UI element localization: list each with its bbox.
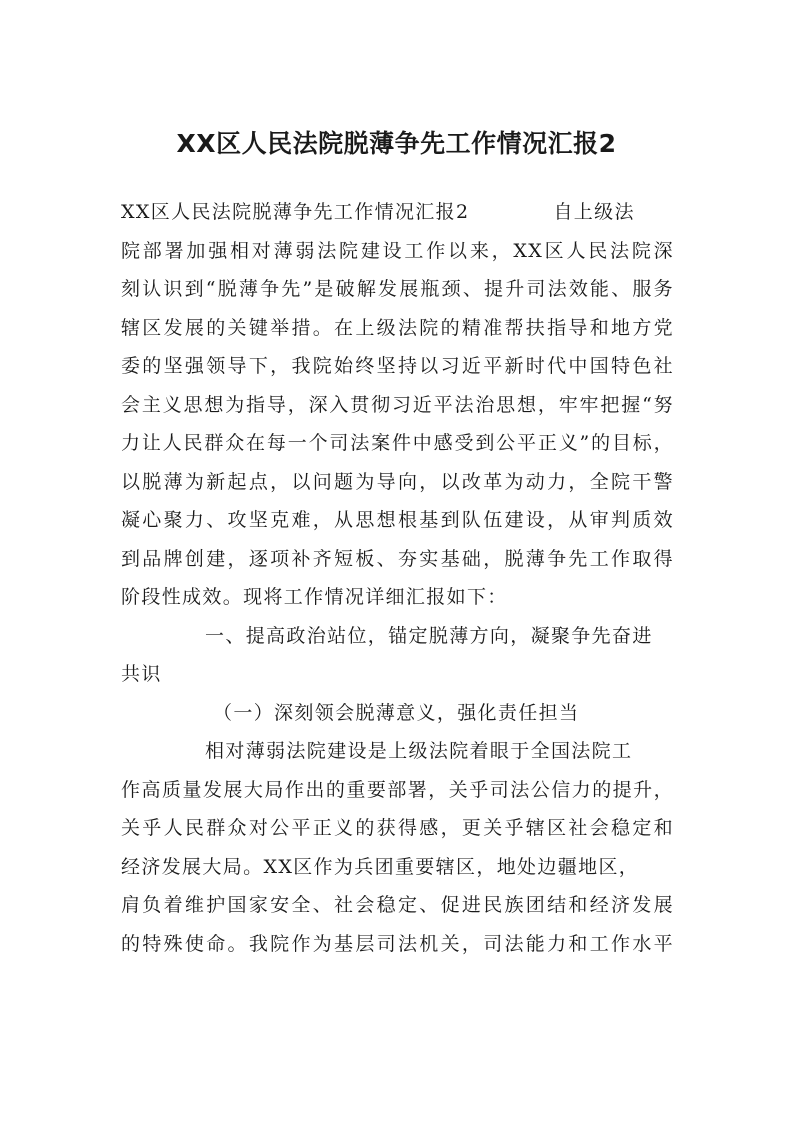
paragraph-line: 的特殊使命。我院作为基层司法机关，司法能力和工作水平 xyxy=(121,932,674,955)
paragraph-line: 到品牌创建，逐项补齐短板、夯实基础，脱薄争先工作取得 xyxy=(121,547,674,570)
paragraph-line: 凝心聚力、攻坚克难，从思想根基到队伍建设，从审判质效 xyxy=(121,509,674,531)
paragraph-line: 院部署加强相对薄弱法院建设工作以来，XX区人民法院深 xyxy=(121,239,674,262)
paragraph-first-line: 相对薄弱法院建设是上级法院着眼于全国法院工 xyxy=(205,740,633,762)
paragraph-line: 委的坚强领导下，我院始终坚持以习近平新时代中国特色社 xyxy=(121,355,674,377)
section-heading: 一、提高政治站位，锚定脱薄方向，凝聚争先奋进 xyxy=(205,624,653,647)
paragraph-line: 以脱薄为新起点，以问题为导向，以改革为动力，全院干警 xyxy=(121,470,674,493)
paragraph-line: 阶段性成效。现将工作情况详细汇报如下： xyxy=(121,586,508,608)
intro-line xyxy=(121,193,674,232)
intro-heading-repeat: XX区人民法院脱薄争先工作情况汇报2 xyxy=(121,201,470,223)
subsection-heading: （一）深刻领会脱薄意义，强化责任担当 xyxy=(213,701,580,724)
paragraph-line: 肩负着维护国家安全、社会稳定、促进民族团结和经济发展 xyxy=(121,894,674,916)
paragraph-line: 辖区发展的关键举措。在上级法院的精准帮扶指导和地方党 xyxy=(121,316,674,339)
document-title: XX区人民法院脱薄争先工作情况汇报2 xyxy=(176,129,617,158)
paragraph-line: 作高质量发展大局作出的重要部署，关乎司法公信力的提升， xyxy=(121,778,674,801)
section-heading-continued: 共识 xyxy=(121,663,162,685)
paragraph-line: 关乎人民群众对公平正义的获得感，更关乎辖区社会稳定和 xyxy=(121,817,674,839)
paragraph-line: 力让人民群众在每一个司法案件中感受到公平正义”的目标， xyxy=(121,432,674,454)
intro-text-start: 自上级法 xyxy=(553,201,635,223)
paragraph-line: 刻认识到“脱薄争先”是破解发展瓶颈、提升司法效能、服务 xyxy=(121,278,674,300)
paragraph-line: 经济发展大局。XX区作为兵团重要辖区，地处边疆地区， xyxy=(121,855,640,878)
document-body xyxy=(121,193,674,963)
paragraph-line: 会主义思想为指导，深入贯彻习近平法治思想，牢牢把握“努 xyxy=(121,393,674,416)
